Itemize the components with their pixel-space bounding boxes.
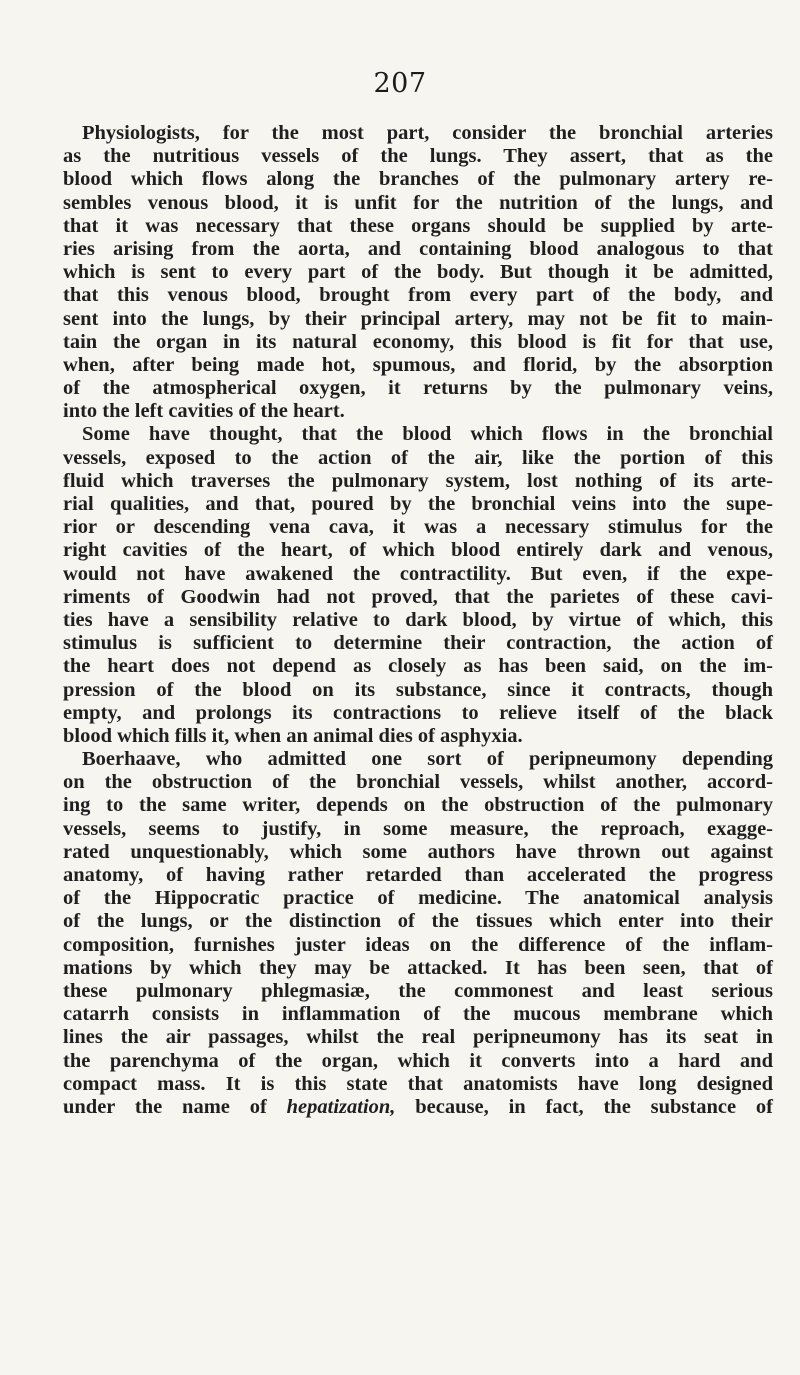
text-line: which is sent to every part of the body. But though it be admitted, [63,261,773,284]
text-line: mations by which they may be attacked. It has been seen, that of [63,956,773,979]
text-line: on the obstruction of the bronchial vessels, whilst another, accord- [63,771,773,794]
text-line: rior or descending vena cava, it was a necessary stimulus for the [63,516,773,539]
text-line: sembles venous blood, it is unfit for the nutrition of the lungs, and [63,191,773,214]
text-line: into the left cavities of the heart. [63,400,345,423]
text-line: rated unquestionably, which some authors have thrown out against [63,840,773,863]
text-line: rial qualities, and that, poured by the bronchial veins into the supe- [63,493,773,515]
text-line: composition, furnishes juster ideas on the difference of the inflam- [63,933,773,956]
text-line-final [63,1096,773,1119]
text-line: Boerhaave, who admitted one sort of peripneumony depending [82,748,773,771]
text-line: as the nutritious vessels of the lungs. They assert, that as the [63,145,773,168]
text-line: blood which fills it, when an animal dies of asphyxia. [63,724,523,747]
text-line: Some have thought, that the blood which flows in the bronchial [82,423,773,446]
text-line: the heart does not depend as closely as has been said, on the im- [63,655,773,678]
text-line: compact mass. It is this state that anatomists have long designed [63,1072,773,1095]
text-line: fluid which traverses the pulmonary system, lost nothing of its arte- [63,469,773,492]
text-line: right cavities of the heart, of which blood entirely dark and venous, [63,539,773,562]
text-line: vessels, exposed to the action of the air, like the portion of this [63,446,773,469]
text-fragment: because, in fact, the substance of [395,1095,774,1118]
emphasized-term: hepatization, [286,1095,396,1118]
text-line: ties have a sensibility relative to dark blood, by virtue of which, this [63,608,773,631]
text-line: pression of the blood on its substance, since it contracts, though [63,678,773,701]
text-fragment: under the name of [63,1095,287,1118]
text-line: ing to the same writer, depends on the obstruction of the pulmonary [63,794,773,817]
text-line: riments of Goodwin had not proved, that the parietes of these cavi- [63,585,773,608]
text-line: that this venous blood, brought from every part of the body, and [63,284,773,307]
text-line: stimulus is sufficient to determine their contraction, the action of [63,632,773,655]
text-line: anatomy, of having rather retarded than accelerated the progress [63,864,773,886]
text-line: ries arising from the aorta, and containing blood analogous to that [63,237,773,260]
text-line: sent into the lungs, by their principal artery, may not be fit to main- [63,307,773,330]
text-line: that it was necessary that these organs should be supplied by arte- [63,214,773,237]
body-text [63,122,773,1119]
text-line: tain the organ in its natural economy, this blood is fit for that use, [63,330,773,353]
text-line: catarrh consists in inflammation of the mucous membrane which [63,1003,773,1026]
text-line: of the atmospherical oxygen, it returns by the pulmonary veins, [63,377,773,400]
text-line: blood which flows along the branches of the pulmonary artery re- [63,168,773,191]
text-line: would not have awakened the contractility. But even, if the expe- [63,562,773,585]
text-line: empty, and prolongs its contractions to relieve itself of the black [63,701,773,724]
text-line: when, after being made hot, spumous, and florid, by the absorption [63,353,773,376]
text-line: lines the air passages, whilst the real peripneumony has its seat in [63,1026,773,1049]
text-line: these pulmonary phlegmasiæ, the commonest and least serious [63,979,773,1002]
text-line: the parenchyma of the organ, which it converts into a hard and [63,1049,773,1072]
page-number: 207 [373,68,427,99]
text-line: of the Hippocratic practice of medicine. The anatomical analysis [63,887,773,910]
text-line: of the lungs, or the distinction of the tissues which enter into their [63,910,773,933]
text-line: vessels, seems to justify, in some measure, the reproach, exagge- [63,817,773,840]
text-line: Physiologists, for the most part, consider the bronchial arteries [82,122,773,144]
